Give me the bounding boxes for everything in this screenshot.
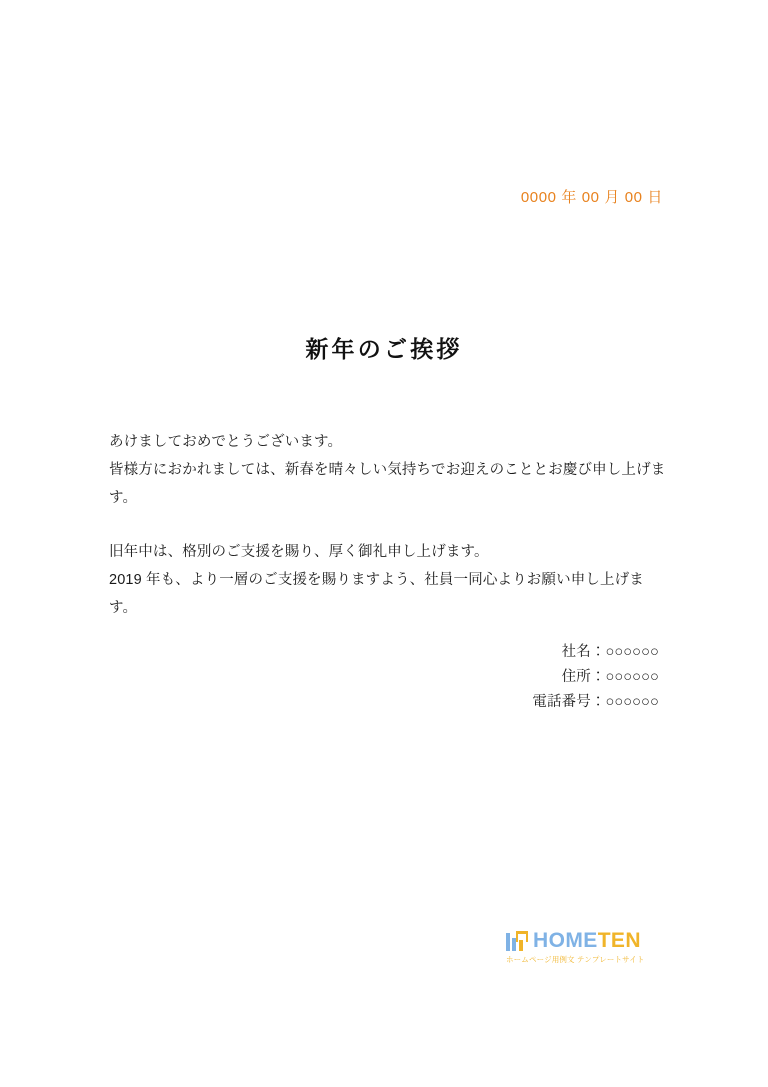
page-title: 新年のご挨拶 [305, 336, 463, 363]
document-body [109, 428, 669, 622]
body-paragraph-1: あけましておめでとうございます。 [109, 434, 343, 450]
signature-company: 社名：○○○○○○ [561, 644, 659, 660]
body-paragraph-3: 旧年中は、格別のご支援を賜り、厚く御礼申し上げます。 [109, 544, 489, 560]
document-date: 0000 年 00 月 00 日 [520, 189, 663, 206]
footer-logo [506, 930, 658, 965]
logo-tagline: ホームページ用例文 テンプレートサイト [506, 955, 645, 964]
signature-phone: 電話番号：○○○○○○ [532, 694, 659, 710]
body-paragraph-2: 皆様方におかれましては、新春を晴々しい気持ちでお迎えのこととお慶び申し上げます。 [109, 462, 666, 506]
logo-wordmark [533, 930, 641, 951]
logo-text-ten: TEN [597, 929, 641, 952]
paragraph-spacer [109, 512, 669, 538]
signature-block [532, 640, 659, 715]
logo-text-home: HOME [533, 929, 598, 952]
logo-row [506, 930, 658, 951]
signature-address: 住所：○○○○○○ [561, 669, 659, 685]
house-logo-icon [506, 931, 528, 951]
body-paragraph-4: 2019 年も、より一層のご支援を賜りますよう、社員一同心よりお願い申し上げます。 [109, 572, 644, 616]
